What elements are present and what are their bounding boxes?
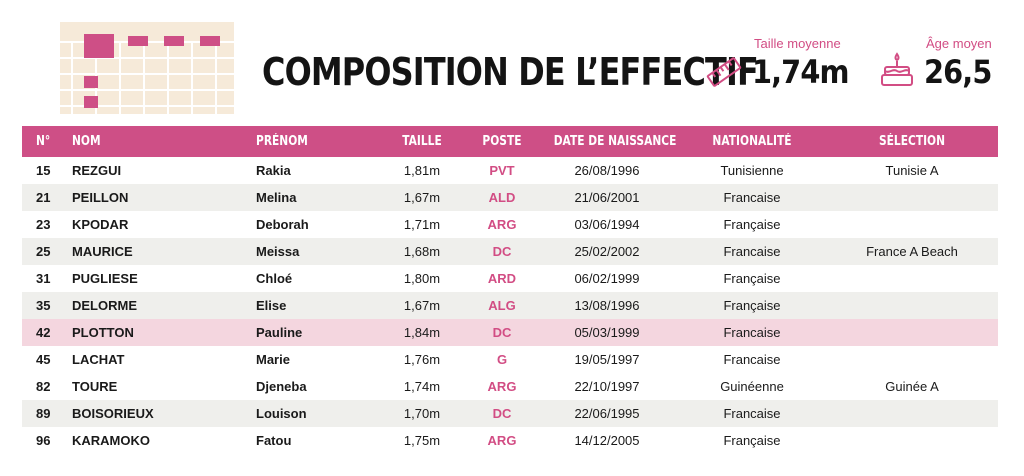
player-position: ARD bbox=[487, 271, 517, 286]
player-last-name: TOURE bbox=[72, 379, 118, 394]
player-last-name: BOISORIEUX bbox=[72, 406, 154, 421]
player-height: 1,68m bbox=[403, 244, 441, 259]
player-birth-date: 05/03/1999 bbox=[574, 325, 640, 340]
player-number: 82 bbox=[36, 379, 51, 394]
player-nationality: Française bbox=[723, 271, 781, 286]
column-header-last-name: NOM bbox=[72, 134, 101, 149]
player-first-name: Deborah bbox=[256, 217, 309, 232]
player-first-name: Louison bbox=[256, 406, 307, 421]
average-height-label: Taille moyenne bbox=[754, 36, 841, 51]
player-nationality: Francaise bbox=[723, 244, 781, 259]
player-last-name: PUGLIESE bbox=[72, 271, 138, 286]
player-birth-date: 13/08/1996 bbox=[574, 298, 640, 313]
player-last-name: KPODAR bbox=[72, 217, 129, 232]
table-row bbox=[22, 211, 998, 238]
average-height-stat bbox=[706, 36, 856, 96]
table-header bbox=[22, 126, 998, 157]
player-last-name: PEILLON bbox=[72, 190, 129, 205]
player-selection bbox=[822, 427, 1002, 454]
player-first-name: Fatou bbox=[256, 433, 292, 448]
column-header-first-name: PRÉNOM bbox=[256, 134, 308, 149]
player-number: 15 bbox=[36, 163, 51, 178]
table-row bbox=[22, 292, 998, 319]
player-number: 45 bbox=[36, 352, 51, 367]
player-position: DC bbox=[492, 325, 512, 340]
player-first-name: Meissa bbox=[256, 244, 300, 259]
player-birth-date: 06/02/1999 bbox=[574, 271, 640, 286]
average-height-value: 1,74m bbox=[752, 53, 849, 91]
player-nationality: Guinéenne bbox=[720, 379, 784, 394]
player-nationality: Française bbox=[723, 217, 781, 232]
player-position: ALG bbox=[488, 298, 516, 313]
player-last-name: REZGUI bbox=[72, 163, 122, 178]
player-selection bbox=[822, 211, 1002, 238]
player-number: 21 bbox=[36, 190, 51, 205]
player-birth-date: 03/06/1994 bbox=[574, 217, 640, 232]
player-birth-date: 21/06/2001 bbox=[574, 190, 640, 205]
player-number: 96 bbox=[36, 433, 51, 448]
player-birth-date: 14/12/2005 bbox=[574, 433, 640, 448]
player-height: 1,67m bbox=[403, 190, 441, 205]
player-last-name: DELORME bbox=[72, 298, 137, 313]
average-age-stat bbox=[880, 36, 1010, 96]
player-position: ARG bbox=[487, 217, 517, 232]
table-row-highlighted bbox=[22, 319, 998, 346]
player-birth-date: 26/08/1996 bbox=[574, 163, 640, 178]
player-number: 42 bbox=[36, 325, 51, 340]
calendar-icon bbox=[60, 22, 234, 114]
player-position: G bbox=[496, 352, 508, 367]
player-first-name: Marie bbox=[256, 352, 290, 367]
column-header-position: POSTE bbox=[482, 134, 522, 149]
player-birth-date: 22/06/1995 bbox=[574, 406, 640, 421]
average-age-value: 26,5 bbox=[924, 53, 992, 91]
player-selection bbox=[822, 400, 1002, 427]
player-last-name: PLOTTON bbox=[72, 325, 134, 340]
table-row bbox=[22, 400, 998, 427]
column-header-birth-date: DATE DE NAISSANCE bbox=[553, 134, 677, 149]
player-position: ARG bbox=[487, 433, 517, 448]
birthday-cake-icon bbox=[880, 50, 914, 93]
player-height: 1,75m bbox=[403, 433, 441, 448]
player-nationality: Tunisienne bbox=[720, 163, 784, 178]
player-selection bbox=[822, 346, 1002, 373]
player-position: PVT bbox=[489, 163, 515, 178]
player-first-name: Chloé bbox=[256, 271, 293, 286]
player-position: ALD bbox=[488, 190, 516, 205]
table-row bbox=[22, 346, 998, 373]
table-row bbox=[22, 265, 998, 292]
player-nationality: Francaise bbox=[723, 352, 781, 367]
table-row bbox=[22, 184, 998, 211]
roster-table bbox=[22, 126, 998, 454]
player-height: 1,74m bbox=[403, 379, 441, 394]
player-selection: Guinée A bbox=[885, 379, 939, 394]
player-height: 1,81m bbox=[403, 163, 441, 178]
player-number: 23 bbox=[36, 217, 51, 232]
player-height: 1,67m bbox=[403, 298, 441, 313]
player-first-name: Djeneba bbox=[256, 379, 307, 394]
average-age-label: Âge moyen bbox=[926, 36, 992, 51]
player-birth-date: 19/05/1997 bbox=[574, 352, 640, 367]
player-nationality: Française bbox=[723, 298, 781, 313]
player-first-name: Pauline bbox=[256, 325, 303, 340]
column-header-number: N° bbox=[36, 134, 51, 149]
player-first-name: Rakia bbox=[256, 163, 291, 178]
player-position: ARG bbox=[487, 379, 517, 394]
player-height: 1,80m bbox=[403, 271, 441, 286]
player-number: 31 bbox=[36, 271, 51, 286]
table-row bbox=[22, 427, 998, 454]
player-height: 1,84m bbox=[403, 325, 441, 340]
player-position: DC bbox=[492, 406, 512, 421]
table-row bbox=[22, 157, 998, 184]
ruler-icon bbox=[706, 54, 742, 95]
player-height: 1,70m bbox=[403, 406, 441, 421]
table-row bbox=[22, 373, 998, 400]
player-last-name: KARAMOKO bbox=[72, 433, 150, 448]
player-nationality: Française bbox=[723, 433, 781, 448]
player-last-name: MAURICE bbox=[72, 244, 133, 259]
player-selection bbox=[822, 265, 1002, 292]
player-nationality: Francaise bbox=[723, 325, 781, 340]
player-selection bbox=[822, 184, 1002, 211]
player-first-name: Elise bbox=[256, 298, 287, 313]
player-position: DC bbox=[492, 244, 512, 259]
player-number: 35 bbox=[36, 298, 51, 313]
player-nationality: Francaise bbox=[723, 190, 781, 205]
player-height: 1,71m bbox=[403, 217, 441, 232]
table-row bbox=[22, 238, 998, 265]
column-header-nationality: NATIONALITÉ bbox=[712, 134, 792, 149]
player-selection: Tunisie A bbox=[885, 163, 939, 178]
player-last-name: LACHAT bbox=[72, 352, 125, 367]
player-birth-date: 25/02/2002 bbox=[574, 244, 640, 259]
player-selection bbox=[822, 292, 1002, 319]
page-title: COMPOSITION DE L’EFFECTIF bbox=[262, 50, 758, 94]
column-header-height: TAILLE bbox=[402, 134, 442, 149]
player-number: 25 bbox=[36, 244, 51, 259]
player-number: 89 bbox=[36, 406, 51, 421]
column-header-selection: SÉLECTION bbox=[878, 134, 946, 149]
player-selection bbox=[822, 319, 1002, 346]
player-height: 1,76m bbox=[403, 352, 441, 367]
player-first-name: Melina bbox=[256, 190, 297, 205]
player-birth-date: 22/10/1997 bbox=[574, 379, 640, 394]
player-nationality: Francaise bbox=[723, 406, 781, 421]
player-selection: France A Beach bbox=[866, 244, 958, 259]
